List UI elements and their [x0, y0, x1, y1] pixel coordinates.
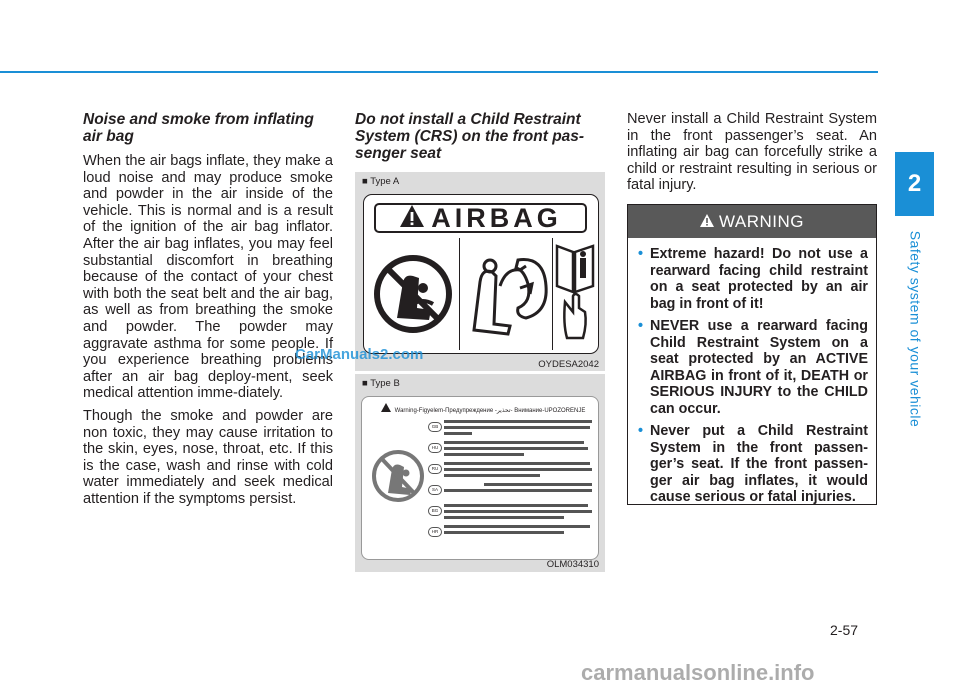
page-number: 2-57 [830, 622, 859, 638]
crs-heading: Do not install a Child Restraint System (CRS) on the front pas-senger seat [355, 111, 585, 162]
language-row-text-lines [444, 440, 594, 458]
warning-list [628, 238, 876, 506]
warning-header [628, 205, 876, 238]
no-child-seat-icon [370, 441, 426, 516]
noise-smoke-paragraph-2: Though the smoke and powder are non toxic, they may cause irritation to the skin, eyes, nose, throat, etc. If this is the case, wash and rinse with cold water immediately and seek medical attention if the symptoms persist. [83, 407, 333, 507]
chapter-number: 2 [907, 170, 922, 197]
middle-column-heading [355, 111, 605, 170]
warning-item [638, 318, 868, 417]
airbag-deploy-icon [460, 238, 553, 350]
figure-type-b [355, 374, 605, 572]
language-code: HR [428, 527, 442, 537]
language-row [428, 419, 594, 440]
airbag-banner [374, 203, 587, 233]
language-row-text-lines [444, 524, 594, 542]
chapter-tab [895, 152, 934, 216]
warning-box [627, 204, 877, 505]
language-row-text-lines [444, 419, 594, 437]
left-column [83, 111, 333, 507]
warning-triangle-icon [700, 212, 714, 232]
noise-smoke-paragraph-1: When the air bags inflate, they make a loud noise and may produce smoke and powder in the air inside of the vehicle. This is normal and is a result of the ignition of the air bag inflator. After the air bag inflates, you may feel substantial discomfort in breathing because of the contact of your chest with both the seat belt and the air bag, as well as from breathing the smoke and powder. The powder may aggravate asthma for some people. If you experience breathing problems after an air bag deploy-ment, seek medical attention imme-diately. [83, 153, 333, 402]
language-row-text-lines [444, 482, 594, 500]
bullet-icon: • [638, 318, 644, 334]
figure-type-b-code: OLM034310 [546, 559, 599, 570]
warning-triangle-icon [381, 403, 391, 414]
bullet-icon: • [638, 246, 644, 262]
language-row [428, 461, 594, 482]
language-row [428, 482, 594, 503]
no-child-seat-icon [367, 238, 460, 350]
read-manual-icon [553, 238, 597, 350]
figure-type-a-code: OYDESA2042 [538, 359, 599, 370]
warning-item-text: NEVER use a rearward facing Child Restraint System on a seat protected by an ACTIVE AIRBAG in front of it, DEATH or SERIOUS INJURY to the CHILD can occur. [650, 318, 868, 417]
watermark-top: CarManuals2.com [295, 346, 424, 363]
airbag-pictogram-row [367, 238, 595, 350]
multilingual-warning-title [372, 403, 594, 414]
side-chapter-title-wrap [896, 224, 934, 434]
multilingual-warning-label [361, 396, 599, 560]
warning-item-text: Extreme hazard! Do not use a rearward facing child restraint on a seat protected by an air bag in front of it! [650, 246, 868, 312]
warning-triangle-icon [399, 204, 425, 233]
language-code: SA [428, 485, 442, 495]
language-row-text-lines [444, 503, 594, 521]
language-row [428, 503, 594, 524]
figure-type-b-label: ■ Type B [362, 378, 400, 389]
figure-type-a [355, 172, 605, 371]
language-row [428, 524, 594, 545]
airbag-warning-label [363, 194, 599, 354]
side-chapter-title: Safety system of your vehicle [907, 230, 924, 428]
language-code: GB [428, 422, 442, 432]
warning-item [638, 423, 868, 506]
language-code: RU [428, 464, 442, 474]
crs-intro-paragraph: Never install a Child Restraint System in the front passenger’s seat. An inflating air bag can forcefully strike a child or restraint resulting in serious or fatal injury. [627, 111, 877, 194]
header-rule [0, 71, 878, 73]
language-code: BG [428, 506, 442, 516]
language-code: HU [428, 443, 442, 453]
warning-title: WARNING [718, 211, 805, 231]
airbag-banner-text: AIRBAG [431, 202, 562, 233]
warning-item-text: Never put a Child Restraint System in the front passen-ger’s seat. If the front passen-ger air bag inflates, it would cause serious or fatal injuries. [650, 423, 868, 505]
figure-type-a-label: ■ Type A [362, 176, 400, 187]
language-row [428, 440, 594, 461]
multilingual-warning-title-text: Warning-Figyelem-Предупреждение -تحذير- Внимание-UPOZORENJE [394, 408, 586, 414]
language-row-text-lines [444, 461, 594, 479]
noise-smoke-heading: Noise and smoke from inflating air bag [83, 111, 314, 145]
watermark-bottom: carmanualsonline.info [581, 660, 815, 685]
right-column [627, 111, 877, 194]
warning-item [638, 246, 868, 312]
language-rows [428, 419, 594, 545]
bullet-icon: • [638, 423, 644, 439]
